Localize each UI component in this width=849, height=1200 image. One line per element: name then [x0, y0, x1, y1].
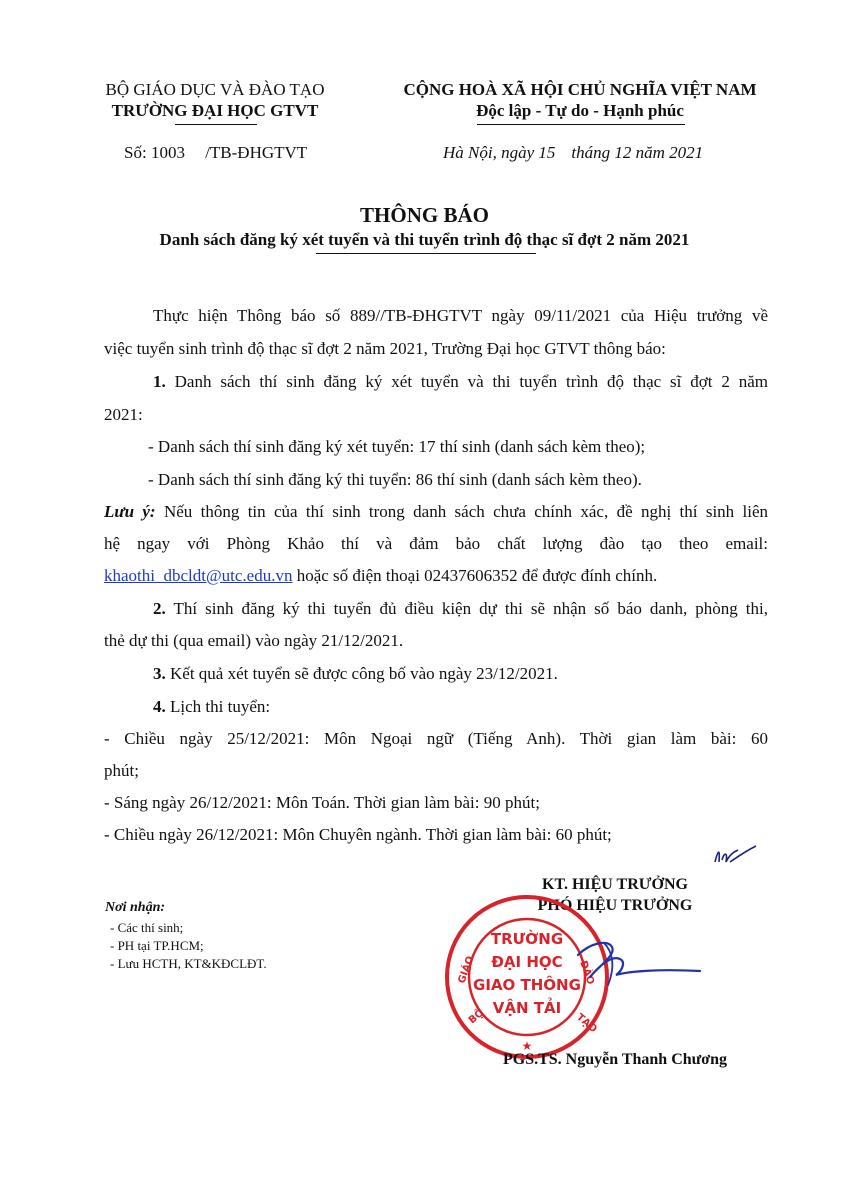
svg-text:BỘ: BỘ — [466, 1007, 487, 1027]
stamp-line-4: VẬN TẢI — [492, 999, 562, 1017]
document-number — [124, 143, 307, 163]
signer-title-2: PHÓ HIỆU TRƯỞNG — [537, 897, 693, 914]
svg-text:GIÁO: GIÁO — [456, 954, 477, 986]
ministry-name: BỘ GIÁO DỤC VÀ ĐÀO TẠO — [105, 80, 325, 99]
motto-underline — [477, 124, 685, 125]
item-2-line-2: thẻ dự thi (qua email) vào ngày 21/12/2021. — [104, 631, 404, 650]
item-1-bullet-2: - Danh sách thí sinh đăng ký thi tuyển: 86 thí sinh (danh sách kèm theo). — [148, 470, 642, 489]
item-1-line-2: 2021: — [104, 405, 143, 424]
date-part2: tháng 12 năm 2021 — [571, 143, 704, 162]
item-1-text: Danh sách thí sinh đăng ký xét tuyển và thi tuyển trình độ thạc sĩ đợt 2 năm — [174, 372, 769, 391]
note-label: Lưu ý: — [104, 502, 156, 521]
recipient-item: - PH tại TP.HCM; — [110, 938, 204, 953]
item-4 — [104, 697, 768, 716]
stamp-line-1: TRƯỜNG — [490, 930, 564, 948]
document-subtitle: Danh sách đăng ký xét tuyển và thi tuyển trình độ thạc sĩ đợt 2 năm 2021 — [159, 230, 690, 249]
date-part1: Hà Nội, ngày 15 — [443, 143, 556, 162]
number-suffix: /TB-ĐHGTVT — [205, 143, 308, 162]
country-name: CỘNG HOÀ XÃ HỘI CHỦ NGHĨA VIỆT NAM — [403, 80, 757, 99]
email-link[interactable]: khaothi_dbcldt@utc.edu.vn — [104, 566, 293, 585]
item-2-number: 2. — [153, 599, 166, 618]
item-2-line-1 — [104, 599, 768, 618]
stamp-line-3: GIAO THÔNG — [473, 976, 581, 994]
note-line-2: hệ ngay với Phòng Khảo thí và đảm bảo chất lượng đào tạo theo email: — [104, 534, 768, 553]
signer-name: PGS.TS. Nguyễn Thanh Chương — [502, 1051, 728, 1068]
item-2-text: Thí sinh đăng ký thi tuyển đủ điều kiện dự thi sẽ nhận số báo danh, phòng thi, — [173, 599, 769, 618]
item-4-number: 4. — [153, 697, 166, 716]
number-prefix: Số: — [124, 143, 147, 162]
document-date — [443, 143, 703, 163]
national-motto: Độc lập - Tự do - Hạnh phúc — [476, 101, 684, 120]
number-value: 1003 — [150, 143, 185, 162]
recipient-item: - Lưu HCTH, KT&KĐCLĐT. — [110, 956, 267, 971]
document-title: THÔNG BÁO — [360, 203, 489, 227]
item-1-line-1 — [104, 372, 768, 391]
school-underline — [175, 124, 257, 125]
schedule-1-line-2: phút; — [104, 761, 139, 780]
svg-text:ĐÀO: ĐÀO — [577, 959, 596, 987]
schedule-3: - Chiều ngày 26/12/2021: Môn Chuyên ngành. Thời gian làm bài: 60 phút; — [104, 825, 612, 844]
intro-line-2: việc tuyển sinh trình độ thạc sĩ đợt 2 năm 2021, Trường Đại học GTVT thông báo: — [104, 339, 666, 358]
item-3-text: Kết quả xét tuyển sẽ được công bố vào ngày 23/12/2021. — [170, 664, 558, 683]
intro-line-1: Thực hiện Thông báo số 889//TB-ĐHGTVT ngày 09/11/2021 của Hiệu trưởng về — [153, 306, 768, 325]
subtitle-underline — [316, 253, 536, 254]
schedule-2: - Sáng ngày 26/12/2021: Môn Toán. Thời gian làm bài: 90 phút; — [104, 793, 540, 812]
item-3-number: 3. — [153, 664, 166, 683]
note-text-1: Nếu thông tin của thí sinh trong danh sách chưa chính xác, đề nghị thí sinh liên — [163, 502, 769, 521]
signer-title-1: KT. HIỆU TRƯỞNG — [542, 876, 688, 893]
initials-mark — [710, 840, 760, 870]
item-1-bullet-1: - Danh sách thí sinh đăng ký xét tuyển: 17 thí sinh (danh sách kèm theo); — [148, 437, 646, 456]
note-text-3: hoặc số điện thoại 02437606352 để được đính chính. — [296, 566, 658, 585]
note-line-3 — [104, 566, 768, 585]
schedule-1-line-1: - Chiều ngày 25/12/2021: Môn Ngoại ngữ (Tiếng Anh). Thời gian làm bài: 60 — [104, 729, 768, 748]
school-name: TRƯỜNG ĐẠI HỌC GTVT — [111, 101, 319, 120]
recipient-item: - Các thí sinh; — [110, 920, 184, 935]
stamp-line-2: ĐẠI HỌC — [491, 953, 563, 971]
recipients-title: Nơi nhận: — [105, 900, 166, 915]
item-3 — [104, 664, 768, 683]
handwritten-signature — [560, 925, 710, 995]
svg-text:TẠO: TẠO — [574, 1011, 599, 1036]
item-4-text: Lịch thi tuyển: — [170, 697, 271, 716]
svg-text:★: ★ — [521, 1039, 533, 1053]
item-1-number: 1. — [153, 372, 166, 391]
note-line-1 — [104, 502, 768, 521]
